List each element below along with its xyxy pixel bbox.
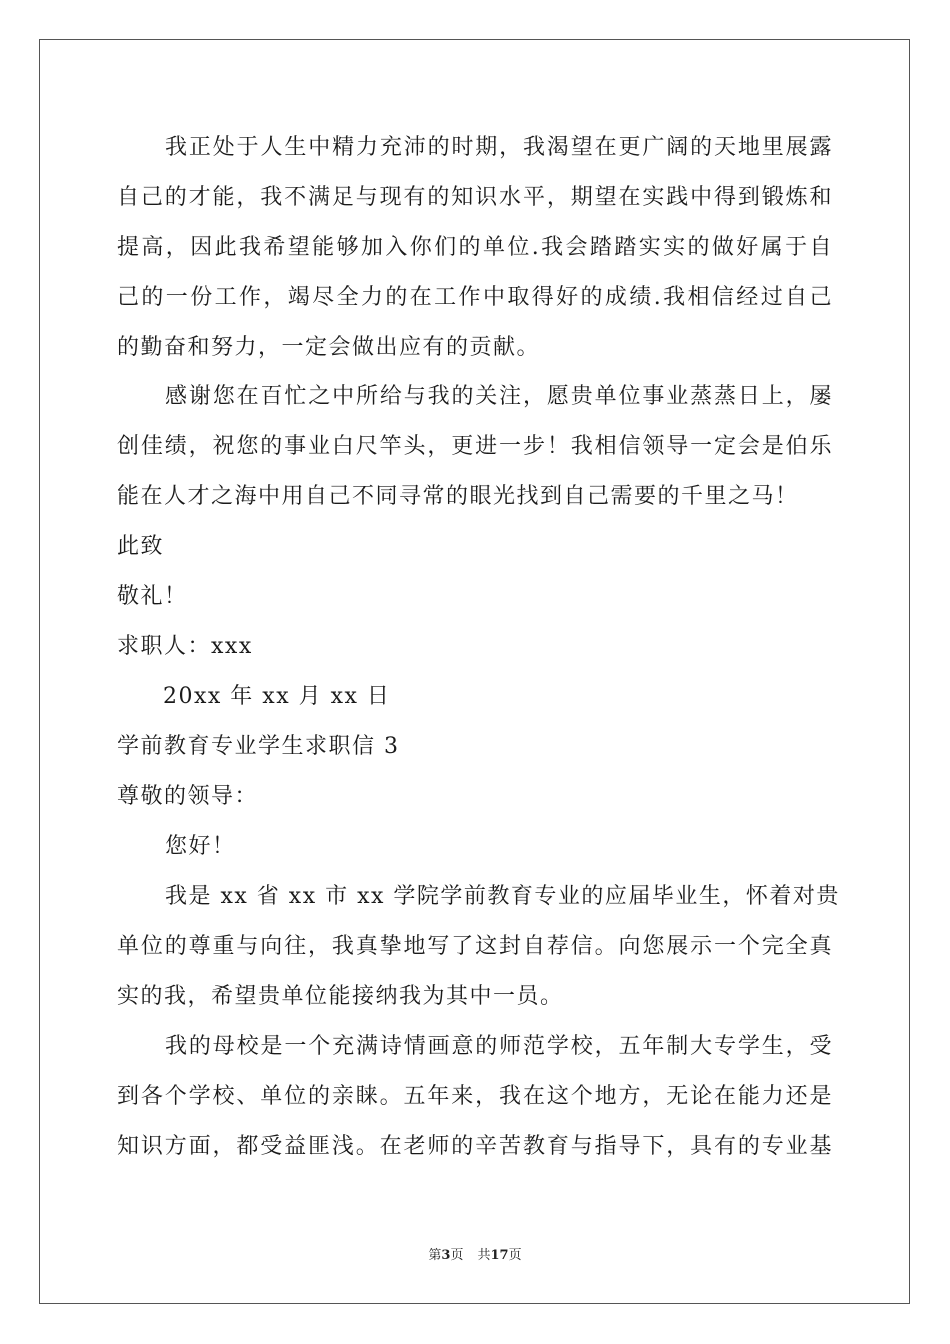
text-line: 感谢您在百忙之中所给与我的关注，愿贵单位事业蒸蒸日上，屡 [165, 384, 833, 409]
page-suffix: 页 [450, 1248, 464, 1263]
total-suffix: 页 [508, 1248, 522, 1263]
closing-regards: 敬礼！ [117, 584, 188, 609]
section-title: 学前教育专业学生求职信 3 [117, 734, 400, 759]
text-line: 我是 xx 省 xx 市 xx 学院学前教育专业的应届毕业生，怀着对贵 [165, 884, 840, 909]
text-line: 提高，因此我希望能够加入你们的单位.我会踏踏实实的做好属于自 [117, 235, 833, 260]
text-line: 我正处于人生中精力充沛的时期，我渴望在更广阔的天地里展露 [165, 135, 833, 160]
total-pages: 17 [490, 1248, 509, 1263]
text-line: 知识方面，都受益匪浅。在老师的辛苦教育与指导下，具有的专业基 [117, 1134, 833, 1159]
greeting: 您好！ [165, 834, 236, 859]
page-footer [0, 1246, 950, 1266]
applicant-signature: 求职人：xxx [117, 634, 253, 659]
total-prefix: 共 [477, 1248, 491, 1263]
text-line: 的勤奋和努力，一定会做出应有的贡献。 [117, 335, 541, 360]
text-line: 己的一份工作，竭尽全力的在工作中取得好的成绩.我相信经过自己 [117, 285, 833, 310]
text-line: 到各个学校、单位的亲睐。五年来，我在这个地方，无论在能力还是 [117, 1084, 833, 1109]
closing-salutation: 此致 [117, 534, 165, 559]
text-line: 自己的才能，我不满足与现有的知识水平，期望在实践中得到锻炼和 [117, 185, 833, 210]
text-line: 实的我，希望贵单位能接纳我为其中一员。 [117, 984, 564, 1009]
page-prefix: 第 [428, 1248, 442, 1263]
letter-date: 20xx 年 xx 月 xx 日 [163, 684, 391, 709]
text-line: 单位的尊重与向往，我真挚地写了这封自荐信。向您展示一个完全真 [117, 934, 833, 959]
page-number: 3 [441, 1248, 451, 1263]
greeting-addressee: 尊敬的领导： [117, 784, 259, 809]
text-line: 能在人才之海中用自己不同寻常的眼光找到自己需要的千里之马！ [117, 484, 799, 509]
text-line: 我的母校是一个充满诗情画意的师范学校，五年制大专学生，受 [165, 1034, 833, 1059]
text-line: 创佳绩，祝您的事业白尺竿头，更进一步！我相信领导一定会是伯乐 [117, 434, 833, 459]
